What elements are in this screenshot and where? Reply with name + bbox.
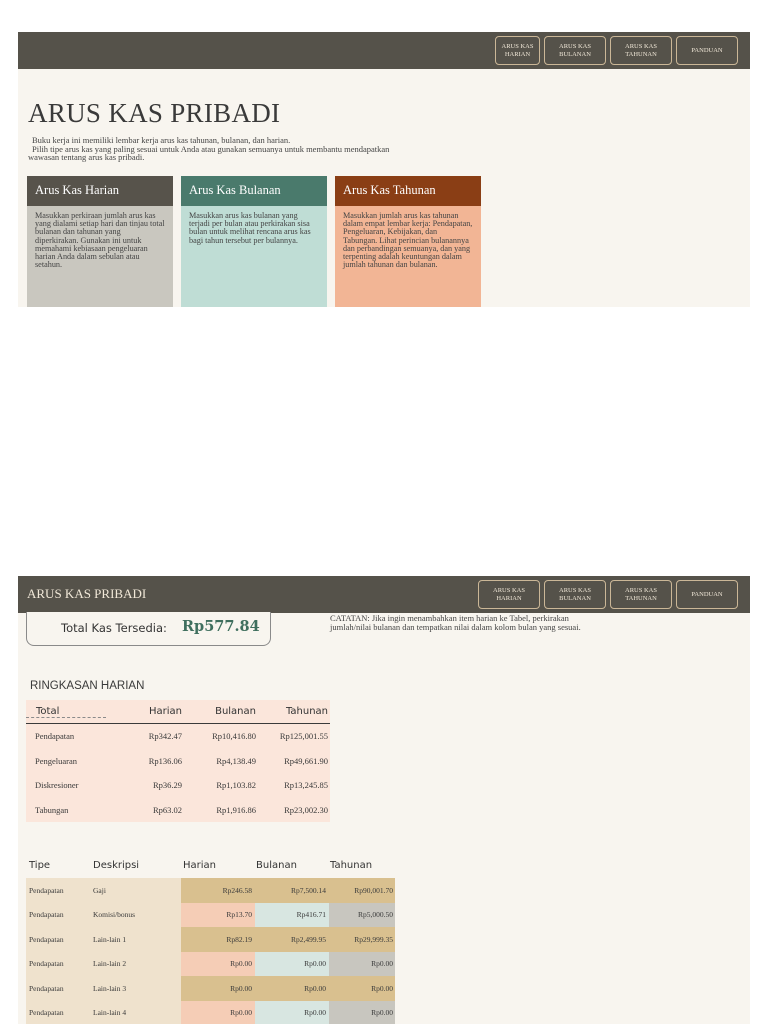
card-tahunan-body: Masukkan jumlah arus kas tahunan dalam empat lembar kerja: Pendapatan, Pengeluaran, Kebijakan, dan Tabungan. Lihat perincian bulanannya dan perbandingan semuanya, dan yang terpenting adalah keuntungan dalam jumlah tahunan dan bulanan. [335,206,481,307]
summary-cell[interactable]: Pengeluaran [35,755,78,766]
nav-arus-kas-tahunan-button[interactable]: ARUS KAS TAHUNAN [610,36,672,65]
summary-header-bulanan[interactable]: Bulanan [215,706,256,717]
summary-cell[interactable]: Diskresioner [35,780,79,791]
overview-sheet [18,32,750,307]
sheet-title: ARUS KAS PRIBADI [27,586,147,601]
detail-row [26,952,396,977]
nav-arus-kas-bulanan-button[interactable]: ARUS KAS BULANAN [544,36,606,65]
detail-table [26,852,396,1024]
summary-cell[interactable]: Rp23,002.30 [284,804,328,815]
summary-cell[interactable]: Rp49,661.90 [284,755,328,766]
nav-arus-kas-tahunan-button[interactable]: ARUS KAS TAHUNAN [610,580,672,609]
summary-cell[interactable]: Rp1,916.86 [216,804,256,815]
summary-header-harian[interactable]: Harian [148,706,182,717]
detail-cell[interactable]: Lain-lain 4 [90,1001,181,1024]
summary-cell[interactable]: Rp36.29 [152,780,182,791]
intro-text [28,136,458,162]
detail-cell[interactable]: Rp90,001.70 [329,878,395,903]
intro-line-1: Buku kerja ini memiliki lembar kerja arus kas tahunan, bulanan, dan harian. [32,135,291,145]
detail-header-tahunan[interactable]: Tahunan [330,859,373,871]
detail-cell[interactable]: Rp2,499.95 [255,927,329,952]
nav-panduan-button[interactable]: PANDUAN [676,580,738,609]
total-cash-value: Rp577.84 [182,618,260,635]
detail-cell[interactable]: Lain-lain 2 [90,952,181,977]
summary-row [26,798,330,823]
summary-table [26,700,330,822]
detail-row [26,903,396,928]
detail-cell[interactable]: Rp416.71 [255,903,329,928]
detail-cell[interactable]: Rp0.00 [329,952,395,977]
daily-sheet [18,576,750,1024]
detail-cell[interactable]: Pendapatan [26,927,90,952]
summary-cell[interactable]: Rp125,001.55 [279,731,328,742]
detail-cell[interactable]: Rp0.00 [255,952,329,977]
detail-cell[interactable]: Rp246.58 [181,878,255,903]
card-bulanan[interactable] [181,176,327,307]
detail-header-harian[interactable]: Harian [183,859,217,871]
summary-cell[interactable]: Rp136.06 [148,755,182,766]
detail-cell[interactable]: Pendapatan [26,976,90,1001]
nav-panduan-button[interactable]: PANDUAN [676,36,738,65]
total-cash-box [26,612,271,646]
detail-cell[interactable]: Rp0.00 [255,976,329,1001]
summary-header-row [26,700,330,724]
detail-row [26,976,396,1001]
nav-arus-kas-bulanan-button[interactable]: ARUS KAS BULANAN [544,580,606,609]
detail-cell[interactable]: Rp5,000.50 [329,903,395,928]
card-bulanan-body: Masukkan arus kas bulanan yang terjadi per bulan atau perkirakan sisa bulan untuk melihat rencana arus kas bagi tahun tersebut per bulannya. [181,206,327,307]
summary-cell[interactable]: Rp10,416.80 [212,731,256,742]
total-cash-label: Total Kas Tersedia: [61,621,167,635]
nav-buttons [495,36,738,65]
detail-cell[interactable]: Pendapatan [26,903,90,928]
detail-cell[interactable]: Rp29,999.35 [329,927,395,952]
intro-line-3: wawasan tentang arus kas pribadi. [28,152,145,162]
detail-cell[interactable]: Gaji [90,878,181,903]
summary-cell[interactable]: Rp1,103.82 [216,780,256,791]
detail-cell[interactable]: Rp0.00 [181,1001,255,1024]
detail-row [26,1001,396,1024]
card-harian-title: Arus Kas Harian [27,176,173,206]
detail-cell[interactable]: Rp7,500.14 [255,878,329,903]
top-bar-daily [18,576,750,613]
summary-header-tahunan[interactable]: Tahunan [285,706,328,717]
card-harian-body: Masukkan perkiraan jumlah arus kas yang dialami setiap hari dan tinjau total bulanan dan tahunan yang diperkirakan. Gunakan ini untuk memahami kebiasaan pengeluaran harian Anda dalam sebulan atau setahun. [27,206,173,307]
nav-arus-kas-harian-button[interactable]: ARUS KAS HARIAN [495,36,540,65]
detail-cell[interactable]: Komisi/bonus [90,903,181,928]
summary-cell[interactable]: Rp342.47 [148,731,182,742]
top-bar [18,32,750,69]
note-text: CATATAN: Jika ingin menambahkan item harian ke Tabel, perkirakan jumlah/nilai bulanan dan tempatkan nilai dalam kolom bulan yang sesuai. [330,613,581,632]
summary-cell[interactable]: Rp13,245.85 [284,780,328,791]
detail-header-bulanan[interactable]: Bulanan [256,859,297,871]
card-tahunan-title: Arus Kas Tahunan [335,176,481,206]
summary-header-total[interactable]: Total [26,706,106,718]
card-harian[interactable] [27,176,173,307]
detail-cell[interactable]: Pendapatan [26,952,90,977]
detail-row [26,927,396,952]
nav-buttons-daily [478,580,738,609]
card-tahunan[interactable] [335,176,481,307]
card-bulanan-title: Arus Kas Bulanan [181,176,327,206]
detail-row [26,878,396,903]
detail-cell[interactable]: Rp0.00 [329,976,395,1001]
detail-header-tipe[interactable]: Tipe [29,859,51,871]
detail-cell[interactable]: Rp0.00 [329,1001,395,1024]
detail-cell[interactable]: Rp0.00 [255,1001,329,1024]
summary-row [26,724,330,749]
detail-cell[interactable]: Rp0.00 [181,976,255,1001]
summary-cell[interactable]: Rp4,138.49 [216,755,256,766]
detail-cell[interactable]: Rp0.00 [181,952,255,977]
summary-cell[interactable]: Tabungan [35,804,69,815]
summary-cell[interactable]: Rp63.02 [152,804,182,815]
detail-header-deskripsi[interactable]: Deskripsi [93,859,140,871]
detail-cell[interactable]: Pendapatan [26,878,90,903]
nav-arus-kas-harian-button[interactable]: ARUS KAS HARIAN [478,580,540,609]
detail-cell[interactable]: Pendapatan [26,1001,90,1024]
detail-cell[interactable]: Rp13.70 [181,903,255,928]
summary-row [26,749,330,774]
summary-row [26,773,330,798]
detail-cell[interactable]: Lain-lain 3 [90,976,181,1001]
detail-header-row [26,852,396,878]
detail-cell[interactable]: Rp82.19 [181,927,255,952]
detail-cell[interactable]: Lain-lain 1 [90,927,181,952]
intro-line-2: Pilih tipe arus kas yang paling sesuai untuk Anda atau gunakan semuanya untuk membantu mendapatkan [32,143,390,154]
summary-title: RINGKASAN HARIAN [30,680,145,692]
page-title: ARUS KAS PRIBADI [28,98,281,128]
summary-cell[interactable]: Pendapatan [35,731,75,742]
